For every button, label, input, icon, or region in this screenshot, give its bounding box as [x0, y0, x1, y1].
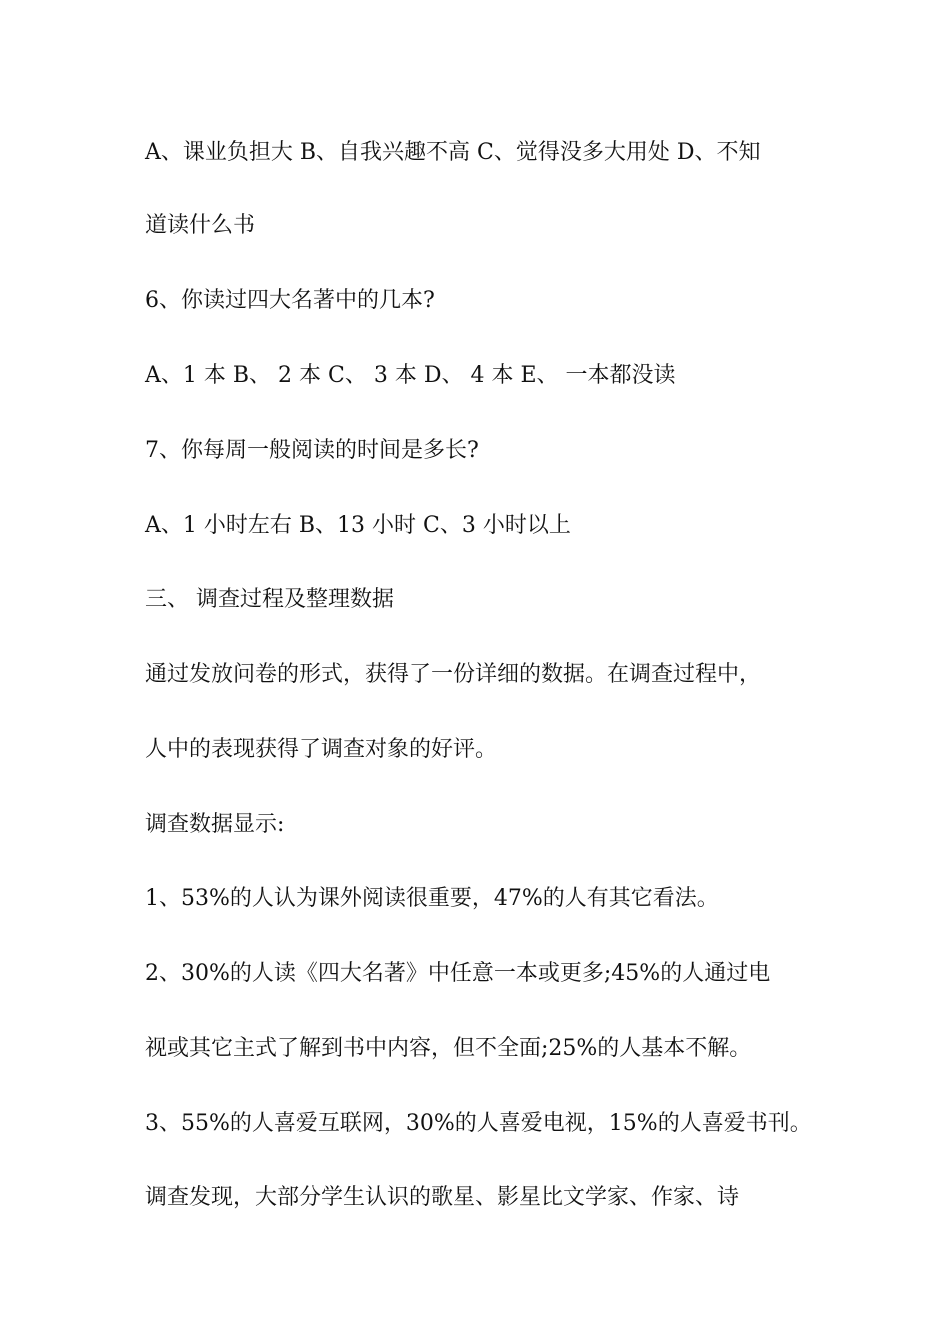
- question-6-options: A、1 本 B、 2 本 C、 3 本 D、 4 本 E、 一本都没读: [145, 363, 676, 388]
- paragraph-process: 通过发放问卷的形式，获得了一份详细的数据。在调查过程中，: [145, 662, 762, 687]
- question-7-options: A、1 小时左右 B、13 小时 C、3 小时以上: [145, 513, 571, 538]
- finding-2: 2、30%的人读《四大名著》中任意一本或更多;45%的人通过电: [145, 961, 771, 986]
- section-heading-3: 三、 调查过程及整理数据: [145, 587, 394, 612]
- option-line-reasons: A、课业负担大 B、自我兴趣不高 C、觉得没多大用处 D、不知: [145, 140, 761, 165]
- option-line-reasons-cont: 道读什么书: [145, 213, 256, 238]
- data-intro: 调查数据显示:: [145, 812, 285, 837]
- conclusion-line: 调查发现，大部分学生认识的歌星、影星比文学家、作家、诗: [145, 1185, 740, 1210]
- paragraph-process-cont: 人中的表现获得了调查对象的好评。: [145, 737, 498, 762]
- finding-1: 1、53%的人认为课外阅读很重要，47%的人有其它看法。: [145, 886, 719, 911]
- finding-2-cont: 视或其它主式了解到书中内容，但不全面;25%的人基本不解。: [145, 1036, 752, 1061]
- finding-3: 3、55%的人喜爱互联网，30%的人喜爱电视，15%的人喜爱书刊。: [145, 1111, 812, 1136]
- question-7: 7、你每周一般阅读的时间是多长?: [145, 438, 479, 463]
- question-6: 6、你读过四大名著中的几本?: [145, 288, 435, 313]
